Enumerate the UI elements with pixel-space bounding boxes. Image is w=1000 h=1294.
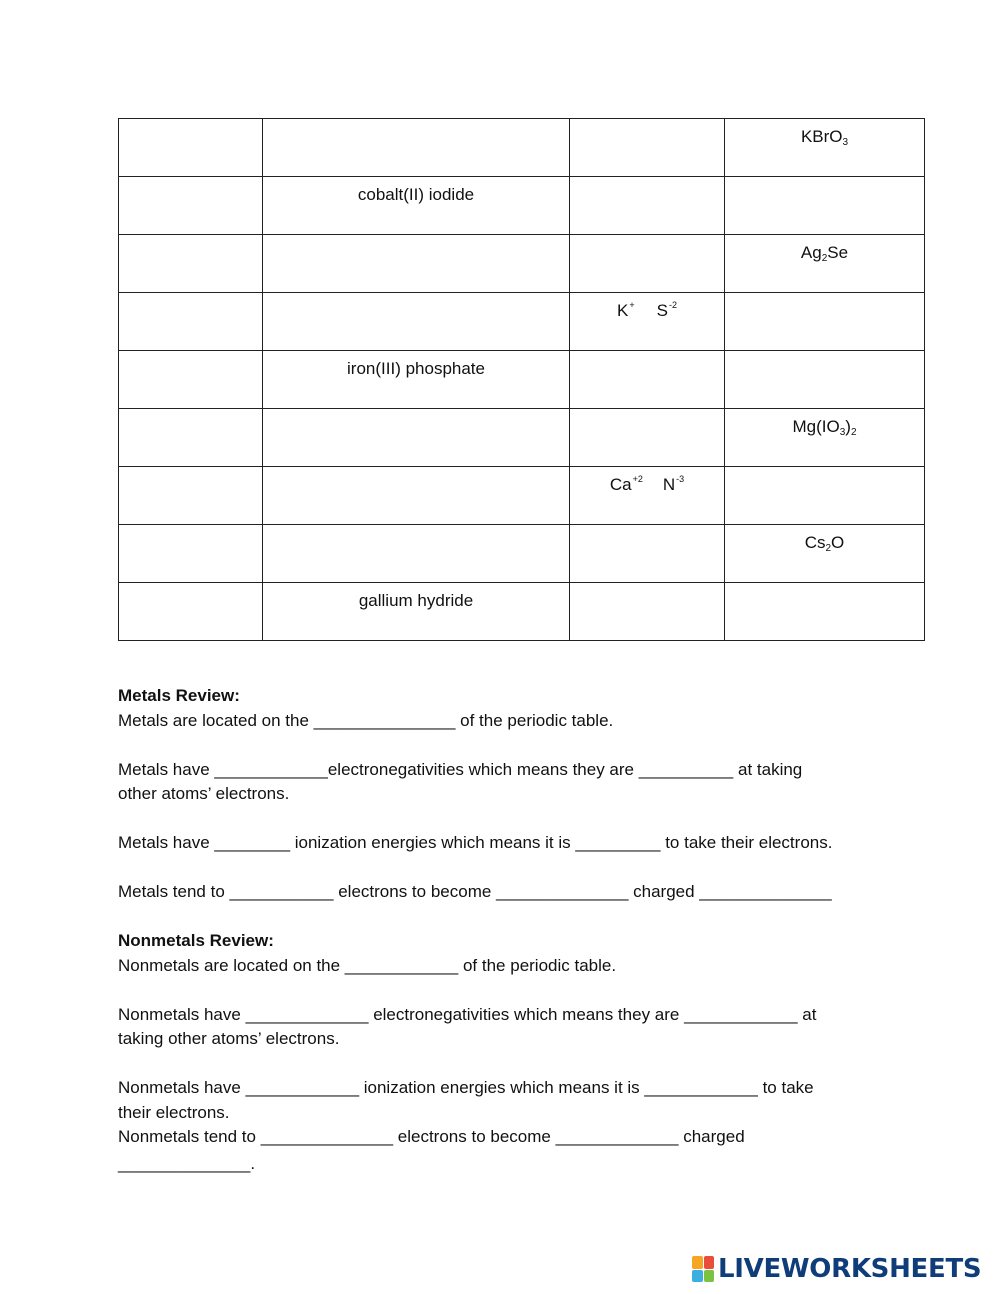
nonmetals-line-electronegativity-cont: taking other atoms’ electrons. xyxy=(118,1029,340,1048)
chemical-formula xyxy=(725,409,924,443)
ion-pair xyxy=(570,467,724,495)
formula-cell xyxy=(725,235,925,293)
compound-name-cell xyxy=(263,525,570,583)
compound-table xyxy=(118,118,925,641)
answer-cell xyxy=(119,583,263,641)
metals-line-ionization: Metals have ________ ionization energies which means it is _________ to take their electrons. xyxy=(118,833,833,852)
compound-name-cell xyxy=(263,583,570,641)
table-row xyxy=(119,235,925,293)
table-row xyxy=(119,467,925,525)
anion-charge: -3 xyxy=(676,474,685,484)
formula-main: KBrO xyxy=(800,127,843,146)
anion-charge: -2 xyxy=(668,300,677,310)
compound-name: cobalt(II) iodide xyxy=(357,185,475,204)
ions-cell xyxy=(570,409,725,467)
table-row xyxy=(119,409,925,467)
anion xyxy=(657,300,677,321)
formula-subscript: 2 xyxy=(825,543,832,554)
review-section xyxy=(118,684,898,1176)
metals-line-electronegativity-cont: other atoms’ electrons. xyxy=(118,784,290,803)
formula-cell xyxy=(725,409,925,467)
ions-cell xyxy=(570,467,725,525)
compound-name-cell xyxy=(263,119,570,177)
answer-cell xyxy=(119,351,263,409)
metals-line-electrons: Metals tend to ___________ electrons to become ______________ charged ______________ xyxy=(118,882,832,901)
nonmetals-line-electrons: Nonmetals tend to ______________ electrons to become _____________ charged xyxy=(118,1127,745,1146)
answer-cell xyxy=(119,293,263,351)
chemical-formula xyxy=(725,119,924,153)
cation-symbol: K xyxy=(617,301,629,320)
table-row xyxy=(119,119,925,177)
formula-cell xyxy=(725,583,925,641)
table-row xyxy=(119,177,925,235)
formula-cell xyxy=(725,177,925,235)
formula-tail: ) xyxy=(845,417,851,436)
liveworksheets-logo xyxy=(692,1252,981,1286)
cation-charge: + xyxy=(629,300,635,310)
compound-table-body xyxy=(119,119,925,641)
formula-tail: O xyxy=(831,533,845,552)
compound-name-cell xyxy=(263,293,570,351)
formula-subscript: 3 xyxy=(839,427,846,438)
answer-cell xyxy=(119,119,263,177)
liveworksheets-logo-icon xyxy=(692,1256,714,1282)
ions-cell xyxy=(570,235,725,293)
answer-cell xyxy=(119,467,263,525)
nonmetals-line-location: Nonmetals are located on the ____________ of the periodic table. xyxy=(118,955,617,975)
table-row xyxy=(119,293,925,351)
formula-cell xyxy=(725,119,925,177)
cation-charge: +2 xyxy=(632,474,643,484)
metals-line-location: Metals are located on the _______________ of the periodic table. xyxy=(118,710,614,730)
formula-cell xyxy=(725,467,925,525)
formula-cell xyxy=(725,525,925,583)
ions-cell xyxy=(570,525,725,583)
formula-main: Mg(IO xyxy=(792,417,840,436)
compound-name-cell xyxy=(263,177,570,235)
metals-line-electronegativity: Metals have ____________electronegativities which means they are __________ at taking xyxy=(118,759,803,779)
metals-review-heading: Metals Review: xyxy=(118,686,240,705)
anion-symbol: N xyxy=(662,475,676,494)
ions-cell xyxy=(570,119,725,177)
ions-cell xyxy=(570,293,725,351)
answer-cell xyxy=(119,235,263,293)
answer-cell xyxy=(119,525,263,583)
formula-subscript-2: 2 xyxy=(850,427,857,438)
ions-cell xyxy=(570,177,725,235)
cation-symbol: Ca xyxy=(609,475,632,494)
nonmetals-line-electronegativity: Nonmetals have _____________ electronegativities which means they are ____________ at xyxy=(118,1004,817,1024)
nonmetals-line-ionization: Nonmetals have ____________ ionization energies which means it is ____________ to take xyxy=(118,1078,814,1097)
compound-name-cell xyxy=(263,409,570,467)
answer-cell xyxy=(119,177,263,235)
cation xyxy=(610,474,643,495)
nonmetals-line-electrons-cont: ______________. xyxy=(118,1153,256,1173)
cation xyxy=(617,300,635,321)
chemical-formula xyxy=(725,235,924,269)
formula-subscript: 3 xyxy=(842,137,849,148)
liveworksheets-logo-text: LIVEWORKSHEETS xyxy=(718,1254,982,1284)
table-row xyxy=(119,525,925,583)
answer-cell xyxy=(119,409,263,467)
compound-name: gallium hydride xyxy=(358,591,474,610)
formula-cell xyxy=(725,351,925,409)
compound-name: iron(III) phosphate xyxy=(347,359,485,378)
formula-cell xyxy=(725,293,925,351)
formula-main: Ag xyxy=(800,243,822,262)
ions-cell xyxy=(570,583,725,641)
compound-name-cell xyxy=(263,351,570,409)
formula-main: Cs xyxy=(804,533,826,552)
chemical-formula xyxy=(725,525,924,559)
table-row xyxy=(119,583,925,641)
nonmetals-review-heading: Nonmetals Review: xyxy=(118,931,274,950)
anion xyxy=(663,474,684,495)
anion-symbol: S xyxy=(656,301,668,320)
formula-subscript: 2 xyxy=(821,253,828,264)
compound-name-cell xyxy=(263,235,570,293)
formula-tail: Se xyxy=(827,243,849,262)
table-row xyxy=(119,351,925,409)
ions-cell xyxy=(570,351,725,409)
ion-pair xyxy=(570,293,724,321)
compound-name-cell xyxy=(263,467,570,525)
nonmetals-line-ionization-cont: their electrons. xyxy=(118,1102,230,1122)
